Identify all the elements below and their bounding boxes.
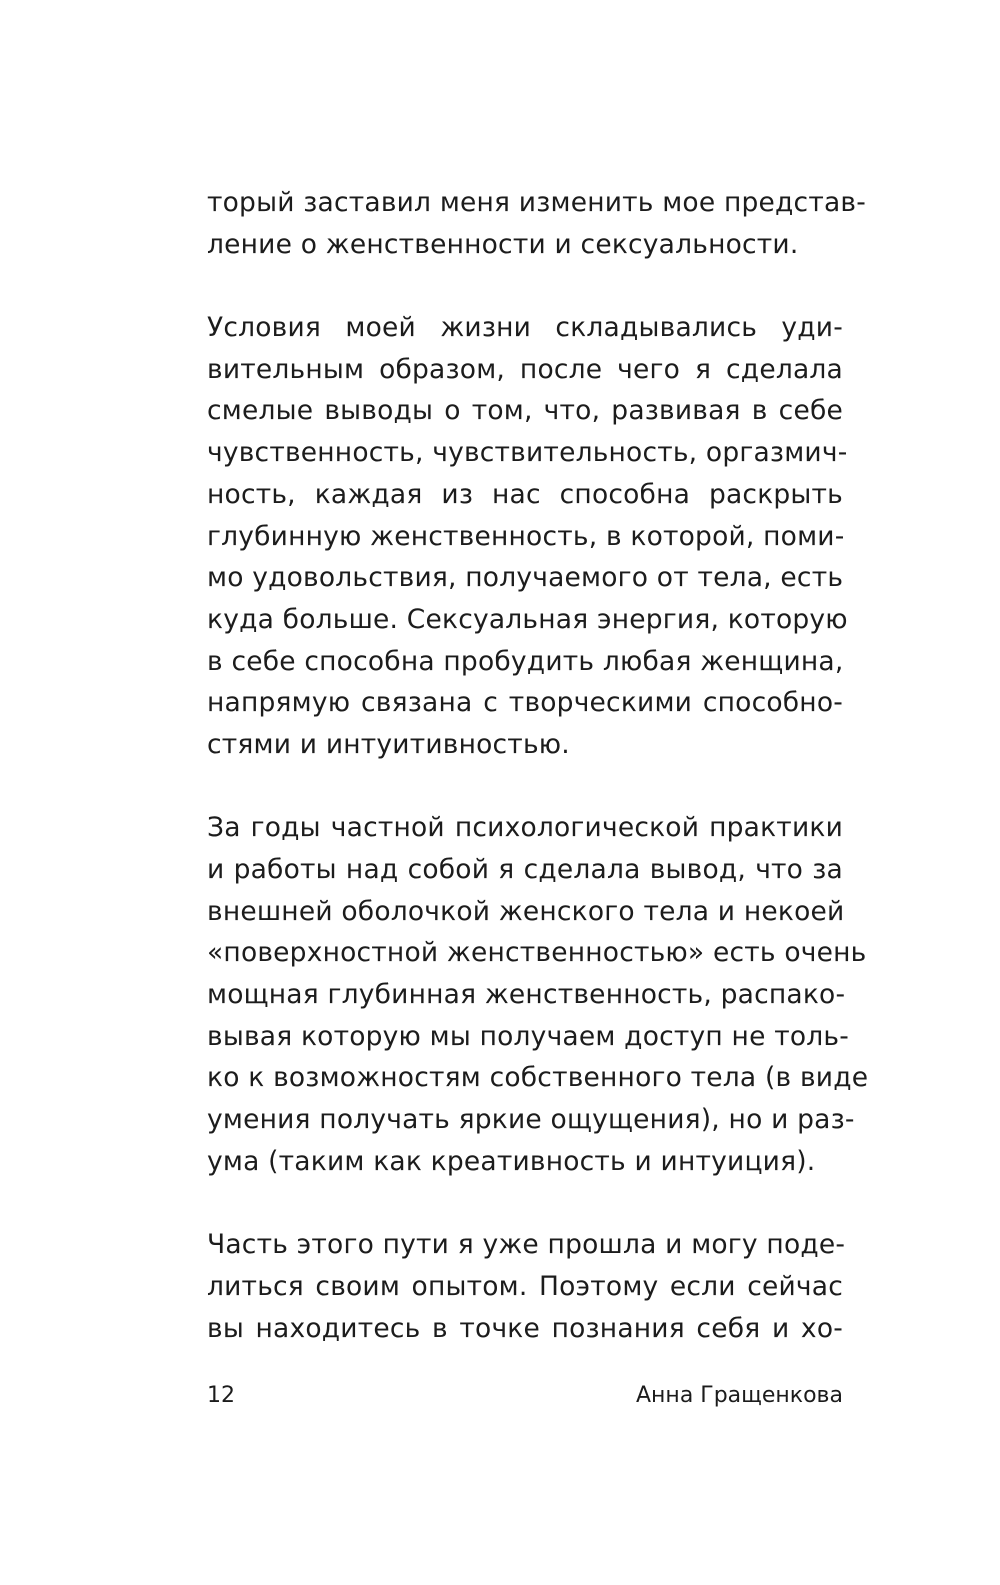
paragraph-2	[207, 307, 848, 766]
text-line: умения получать яркие ощущения), но и раз-	[207, 1104, 855, 1136]
paragraph-3	[207, 807, 869, 1182]
text-line: вывая которую мы получаем доступ не толь-	[207, 1020, 849, 1052]
text-line: ума (таким как креативность и интуиция).	[207, 1145, 816, 1177]
text-line: За годы частной психологической практики	[207, 812, 843, 844]
text-line: литься своим опытом. Поэтому если сейчас	[207, 1270, 843, 1302]
page-footer	[207, 1378, 843, 1414]
text-line: глубинную женственность, в которой, поми-	[207, 520, 845, 552]
paragraph-gap	[207, 766, 843, 808]
text-line: торый заставил меня изменить мое представ-	[207, 187, 866, 218]
text-line: вительным образом, после чего я сделала	[207, 353, 843, 385]
paragraph-gap	[207, 265, 843, 307]
page-number: 12	[207, 1383, 235, 1408]
text-line: в себе способна пробудить любая женщина,	[207, 645, 844, 677]
text-line: ление о женственности и сексуальности.	[207, 228, 799, 260]
text-line: мо удовольствия, получаемого от тела, есть	[207, 562, 844, 594]
text-line: ность, каждая из нас способна раскрыть	[207, 478, 843, 510]
text-line: чувственность, чувствительность, оргазмич-	[207, 437, 848, 469]
body-text	[207, 182, 869, 1349]
paragraph-1	[207, 182, 866, 265]
text-line: мощная глубинная женственность, распако-	[207, 979, 846, 1011]
text-line: ко к возможностям собственного тела (в виде	[207, 1062, 869, 1094]
text-line: смелые выводы о том, что, развивая в себе	[207, 395, 843, 427]
running-footer-author: Анна Гращенкова	[636, 1383, 843, 1408]
paragraph-gap	[207, 1183, 843, 1225]
text-line: Часть этого пути я уже прошла и могу поде-	[207, 1229, 846, 1261]
text-line: стями и интуитивностью.	[207, 728, 570, 760]
text-line: Условия моей жизни складывались уди-	[207, 312, 843, 344]
text-line: куда больше. Сексуальная энергия, которую	[207, 603, 848, 635]
paragraph-4	[207, 1224, 846, 1349]
text-line: вы находитесь в точке познания себя и хо-	[207, 1312, 843, 1344]
text-line: внешней оболочкой женского тела и некоей	[207, 895, 845, 927]
text-line: и работы над собой я сделала вывод, что за	[207, 854, 843, 885]
text-line: напрямую связана с творческими способно-	[207, 687, 843, 719]
text-line: «поверхностной женственностью» есть очень	[207, 937, 867, 969]
